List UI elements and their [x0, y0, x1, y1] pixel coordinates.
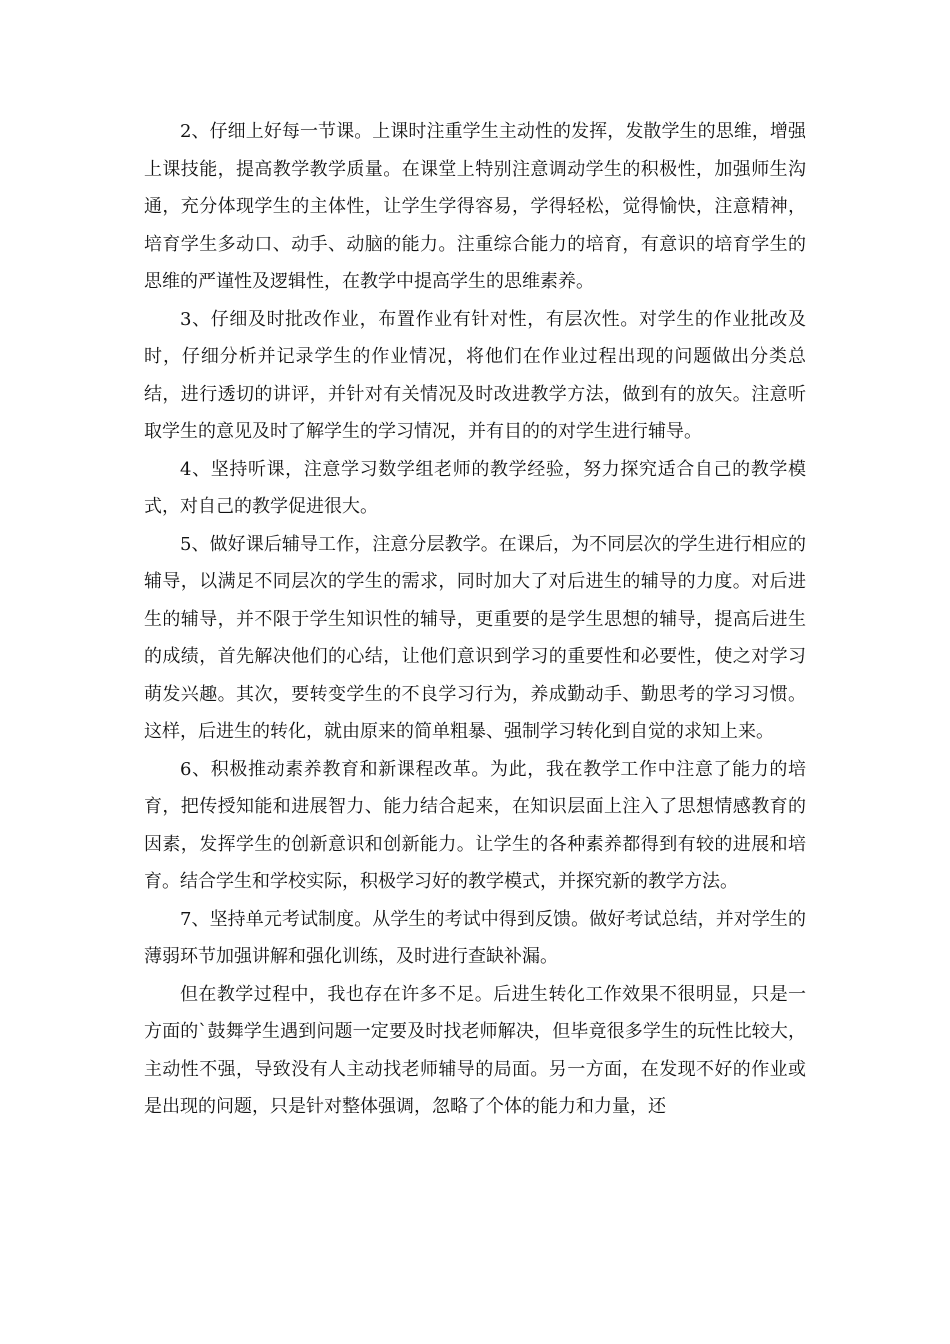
- paragraph-item-5: 5、做好课后辅导工作，注意分层教学。在课后，为不同层次的学生进行相应的辅导，以满足不同层次的学生的需求，同时加大了对后进生的辅导的力度。对后进生的辅导，并不限于学生知识性的辅导，更重要的是学生思想的辅导，提高后进生的成绩，首先解决他们的心结，让他们意识到学习的重要性和必要性，使之对学习萌发兴趣。其次，要转变学生的不良学习行为，养成勤动手、勤思考的学习习惯。这样，后进生的转化，就由原来的简单粗暴、强制学习转化到自觉的求知上来。: [144, 533, 806, 742]
- paragraph-item-2: 2、仔细上好每一节课。上课时注重学生主动性的发挥，发散学生的思维，增强上课技能，提高教学教学质量。在课堂上特别注意调动学生的积极性，加强师生沟通，充分体现学生的主体性，让学生学得容易，学得轻松，觉得愉快，注意精神，培育学生多动口、动手、动脑的能力。注重综合能力的培育，有意识的培育学生的思维的严谨性及逻辑性，在教学中提高学生的思维素养。: [144, 121, 806, 292]
- paragraph-item-4: 4、坚持听课，注意学习数学组老师的教学经验，努力探究适合自己的教学模式，对自己的教学促进很大。: [144, 458, 806, 517]
- document-body: [144, 113, 806, 1126]
- paragraph-item-7: 7、坚持单元考试制度。从学生的考试中得到反馈。做好考试总结，并对学生的薄弱环节加强讲解和强化训练，及时进行查缺补漏。: [144, 908, 806, 967]
- paragraph-item-3: 3、仔细及时批改作业，布置作业有针对性，有层次性。对学生的作业批改及时，仔细分析并记录学生的作业情况，将他们在作业过程出现的问题做出分类总结，进行透切的讲评，并针对有关情况及时改进教学方法，做到有的放矢。注意听取学生的意见及时了解学生的学习情况，并有目的的对学生进行辅导。: [144, 308, 806, 442]
- paragraph-shortcomings: 但在教学过程中，我也存在许多不足。后进生转化工作效果不很明显，只是一方面的`鼓舞学生遇到问题一定要及时找老师解决，但毕竟很多学生的玩性比较大，主动性不强，导致没有人主动找老师辅导的局面。另一方面，在发现不好的作业或是出现的问题，只是针对整体强调，忽略了个体的能力和力量，还: [144, 983, 806, 1117]
- paragraph-item-6: 6、积极推动素养教育和新课程改革。为此，我在教学工作中注意了能力的培育，把传授知能和进展智力、能力结合起来，在知识层面上注入了思想情感教育的因素，发挥学生的创新意识和创新能力。让学生的各种素养都得到有较的进展和培育。结合学生和学校实际，积极学习好的教学模式，并探究新的教学方法。: [144, 758, 806, 892]
